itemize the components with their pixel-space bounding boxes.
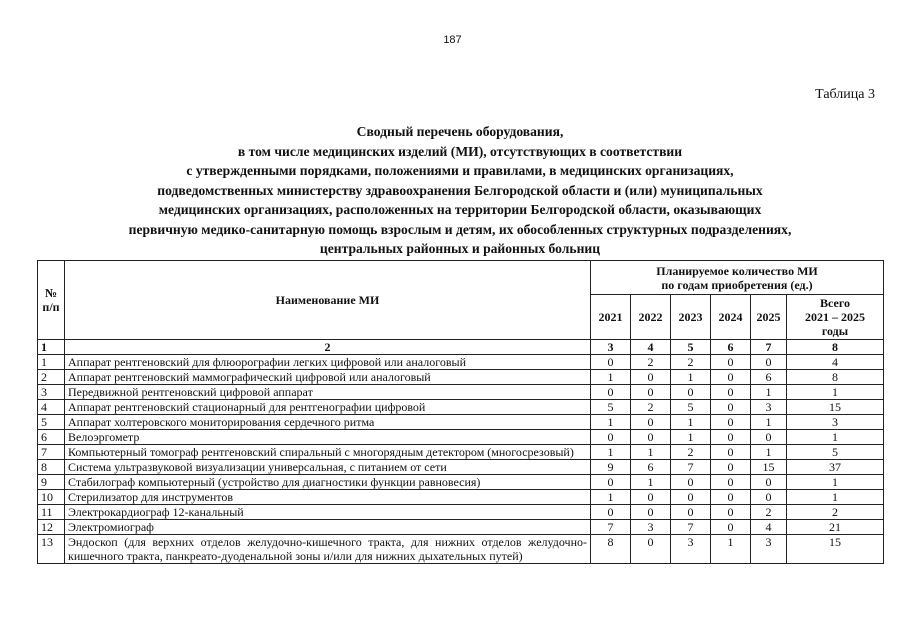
row-year-value: 1 [751, 445, 787, 460]
row-total: 15 [787, 400, 884, 415]
row-index: 9 [38, 475, 65, 490]
row-year-value: 0 [631, 385, 671, 400]
row-year-value: 0 [711, 430, 751, 445]
row-year-value: 9 [591, 460, 631, 475]
row-index: 7 [38, 445, 65, 460]
row-year-value: 0 [711, 400, 751, 415]
row-year-value: 1 [671, 370, 711, 385]
column-number: 7 [751, 340, 787, 355]
row-year-value: 5 [591, 400, 631, 415]
header-year: 2022 [631, 295, 671, 340]
row-total: 37 [787, 460, 884, 475]
row-year-value: 0 [591, 355, 631, 370]
header-year: 2025 [751, 295, 787, 340]
row-total: 3 [787, 415, 884, 430]
row-year-value: 1 [591, 370, 631, 385]
row-index: 1 [38, 355, 65, 370]
row-year-value: 2 [631, 400, 671, 415]
row-year-value: 0 [631, 505, 671, 520]
row-year-value: 0 [711, 385, 751, 400]
row-year-value: 1 [751, 415, 787, 430]
row-year-value: 7 [671, 460, 711, 475]
table-row [38, 355, 884, 370]
row-year-value: 1 [711, 535, 751, 564]
row-year-value: 2 [751, 505, 787, 520]
header-name-label: Наименование МИ [275, 293, 380, 307]
header-index-label: № п/п [42, 286, 60, 314]
row-year-value: 0 [711, 355, 751, 370]
row-year-value: 4 [751, 520, 787, 535]
table-row [38, 445, 884, 460]
row-item-name: Аппарат рентгеновский маммографический цифровой или аналоговый [65, 370, 591, 385]
row-year-value: 0 [591, 475, 631, 490]
table-row [38, 370, 884, 385]
row-item-name: Система ультразвуковой визуализации универсальная, с питанием от сети [65, 460, 591, 475]
table-row [38, 535, 884, 564]
header-planned-label: Планируемое количество МИ по годам приобретения (ед.) [656, 263, 818, 292]
title-line: медицинских организациях, расположенных на территории Белгородской области, оказывающих [158, 202, 762, 217]
title-line: первичную медико-санитарную помощь взрослым и детям, их обособленных структурных подразделениях, [128, 221, 792, 237]
row-item-name: Аппарат рентгеновский для флюорографии легких цифровой или аналоговый [65, 355, 591, 370]
title-line: центральных районных и районных больниц [319, 241, 601, 256]
row-total: 1 [787, 430, 884, 445]
row-item-name: Велоэргометр [65, 430, 591, 445]
row-total: 1 [787, 490, 884, 505]
table-row [38, 490, 884, 505]
row-year-value: 0 [631, 370, 671, 385]
equipment-table [37, 260, 884, 564]
row-year-value: 0 [631, 415, 671, 430]
table-row [38, 475, 884, 490]
row-year-value: 0 [711, 445, 751, 460]
row-year-value: 0 [711, 460, 751, 475]
row-year-value: 0 [711, 505, 751, 520]
row-index: 10 [38, 490, 65, 505]
row-year-value: 6 [631, 460, 671, 475]
column-number: 5 [671, 340, 711, 355]
table-row [38, 520, 884, 535]
column-number: 4 [631, 340, 671, 355]
row-year-value: 0 [671, 490, 711, 505]
row-index: 11 [38, 505, 65, 520]
row-year-value: 1 [751, 385, 787, 400]
row-year-value: 0 [671, 385, 711, 400]
row-total: 1 [787, 475, 884, 490]
row-year-value: 1 [631, 445, 671, 460]
page-number: 187 [443, 34, 462, 46]
row-total: 21 [787, 520, 884, 535]
row-year-value: 0 [711, 415, 751, 430]
column-number: 6 [711, 340, 751, 355]
row-total: 5 [787, 445, 884, 460]
row-item-name: Стерилизатор для инструментов [65, 490, 591, 505]
column-numbers-row [38, 340, 884, 355]
row-year-value: 1 [591, 445, 631, 460]
title-line: подведомственных министерству здравоохранения Белгородской области и (или) муниципальных [157, 182, 763, 198]
table-row [38, 460, 884, 475]
title-line: в том числе медицинских изделий (МИ), отсутствующих в соответствии [237, 143, 683, 159]
row-year-value: 2 [631, 355, 671, 370]
header-total [787, 295, 884, 340]
header-planned [591, 261, 884, 295]
row-year-value: 0 [711, 475, 751, 490]
row-total: 8 [787, 370, 884, 385]
row-item-name: Аппарат рентгеновский стационарный для рентгенографии цифровой [65, 400, 591, 415]
row-year-value: 3 [751, 400, 787, 415]
row-index: 12 [38, 520, 65, 535]
header-total-label: Всего 2021 – 2025 годы [805, 296, 865, 338]
table-row [38, 400, 884, 415]
row-item-name: Передвижной рентгеновский цифровой аппарат [65, 385, 591, 400]
table-row [38, 430, 884, 445]
row-year-value: 1 [591, 415, 631, 430]
column-number: 3 [591, 340, 631, 355]
row-total: 1 [787, 385, 884, 400]
row-year-value: 7 [671, 520, 711, 535]
row-year-value: 3 [631, 520, 671, 535]
row-year-value: 1 [631, 475, 671, 490]
row-year-value: 0 [671, 505, 711, 520]
row-item-name: Электрокардиограф 12-канальный [65, 505, 591, 520]
row-year-value: 0 [711, 370, 751, 385]
header-year: 2021 [591, 295, 631, 340]
row-total: 2 [787, 505, 884, 520]
column-number: 2 [65, 340, 591, 355]
row-item-name: Компьютерный томограф рентгеновский спиральный с многорядным детектором (многосрезовый) [65, 445, 591, 460]
row-index: 6 [38, 430, 65, 445]
table-row [38, 385, 884, 400]
table-row [38, 415, 884, 430]
header-year: 2024 [711, 295, 751, 340]
row-year-value: 0 [631, 430, 671, 445]
column-number: 1 [38, 340, 65, 355]
row-item-name: Электромиограф [65, 520, 591, 535]
row-item-name: Стабилограф компьютерный (устройство для диагностики функции равновесия) [65, 475, 591, 490]
table-label: Таблица 3 [815, 87, 875, 102]
header-year: 2023 [671, 295, 711, 340]
row-year-value: 0 [591, 505, 631, 520]
row-year-value: 0 [671, 475, 711, 490]
row-year-value: 1 [671, 415, 711, 430]
title-line: с утвержденными порядками, положениями и правилами, в медицинских организациях, [186, 163, 734, 178]
row-year-value: 0 [751, 430, 787, 445]
row-year-value: 0 [591, 430, 631, 445]
row-year-value: 5 [671, 400, 711, 415]
row-year-value: 0 [751, 355, 787, 370]
row-year-value: 15 [751, 460, 787, 475]
header-index [38, 261, 65, 340]
row-year-value: 0 [711, 490, 751, 505]
row-item-name: Эндоскоп (для верхних отделов желудочно-кишечного тракта, для нижних отделов желудочно-кишечного тракта, панкреато-дуоденальной зоны и/или для нижних дыхательных путей) [65, 535, 591, 564]
row-year-value: 2 [671, 445, 711, 460]
row-year-value: 1 [671, 430, 711, 445]
row-item-name: Аппарат холтеровского мониторирования сердечного ритма [65, 415, 591, 430]
row-year-value: 6 [751, 370, 787, 385]
document-title [40, 122, 880, 259]
row-index: 13 [38, 535, 65, 564]
title-line: Сводный перечень оборудования, [356, 124, 564, 139]
row-year-value: 3 [671, 535, 711, 564]
row-year-value: 0 [751, 490, 787, 505]
row-total: 15 [787, 535, 884, 564]
row-year-value: 0 [751, 475, 787, 490]
row-index: 2 [38, 370, 65, 385]
table-row [38, 505, 884, 520]
row-year-value: 7 [591, 520, 631, 535]
row-year-value: 1 [591, 490, 631, 505]
row-index: 8 [38, 460, 65, 475]
column-number: 8 [787, 340, 884, 355]
row-total: 4 [787, 355, 884, 370]
row-year-value: 3 [751, 535, 787, 564]
row-year-value: 0 [711, 520, 751, 535]
row-year-value: 0 [631, 490, 671, 505]
row-index: 3 [38, 385, 65, 400]
header-name [65, 261, 591, 340]
row-year-value: 8 [591, 535, 631, 564]
row-index: 5 [38, 415, 65, 430]
row-year-value: 2 [671, 355, 711, 370]
row-year-value: 0 [631, 535, 671, 564]
row-index: 4 [38, 400, 65, 415]
row-year-value: 0 [591, 385, 631, 400]
